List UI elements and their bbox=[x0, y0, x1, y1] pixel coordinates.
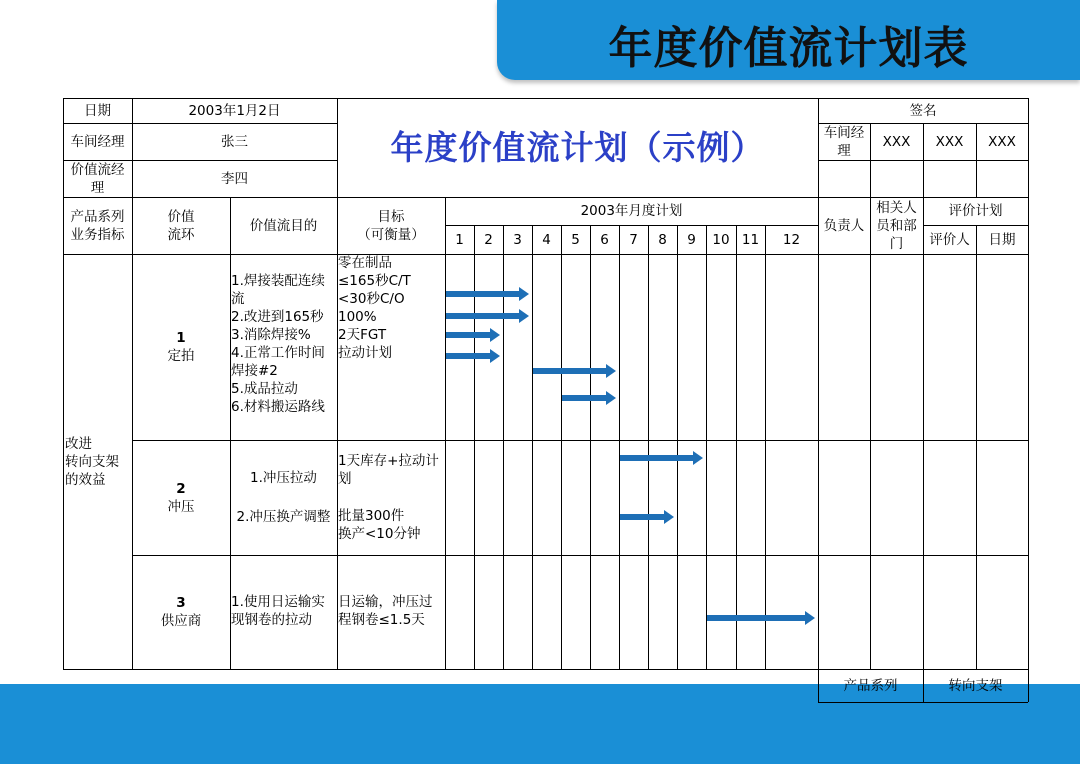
row1-target: 零在制品 ≤165秒C/T <30秒C/O 100% 2天FGT 拉动计划 bbox=[338, 255, 411, 361]
grid-line bbox=[706, 225, 707, 669]
signature-title: 签名 bbox=[909, 102, 937, 119]
grid-line bbox=[619, 225, 620, 669]
gantt-arrow-head bbox=[805, 611, 815, 625]
grid-line bbox=[132, 555, 1028, 556]
month-10: 10 bbox=[712, 231, 730, 248]
month-6: 6 bbox=[600, 231, 609, 248]
col-review-date: 日期 bbox=[988, 231, 1016, 248]
business-metric: 改进 转向支架 的效益 bbox=[65, 435, 119, 488]
loop-cell bbox=[132, 555, 230, 669]
gantt-arrow-head bbox=[519, 309, 529, 323]
gantt-arrow-head bbox=[519, 287, 529, 301]
gantt-arrow-shaft bbox=[620, 514, 665, 520]
footer-series-label: 产品系列 bbox=[843, 677, 898, 694]
col-purpose: 价值流目的 bbox=[249, 217, 318, 234]
grid-line bbox=[1028, 98, 1029, 669]
row2-purpose-1: 1.冲压拉动 bbox=[250, 470, 317, 486]
grid-line bbox=[818, 98, 819, 669]
col-related: 相关人员和部门 bbox=[876, 199, 917, 252]
grid-line bbox=[561, 225, 562, 669]
month-12: 12 bbox=[782, 231, 801, 248]
gantt-arrow bbox=[446, 332, 500, 338]
signature-name-2: XXX bbox=[935, 133, 964, 150]
signature-name-1: XXX bbox=[882, 133, 911, 150]
workshop-manager-label: 车间经理 bbox=[70, 133, 125, 150]
gantt-arrow-head bbox=[490, 328, 500, 342]
loop-cell bbox=[132, 254, 230, 440]
gantt-arrow bbox=[562, 395, 616, 401]
grid-line bbox=[445, 197, 446, 669]
gantt-arrow bbox=[533, 368, 616, 374]
row1-purpose: 1.焊接装配连续流 2.改进到165秒 3.消除焊接% 4.正常工作时间焊接#2 5.成品拉动 6.材料搬运路线 bbox=[231, 273, 325, 415]
gantt-arrow bbox=[446, 313, 529, 319]
grid-line bbox=[532, 225, 533, 669]
row2-purpose-2: 2.冲压换产调整 bbox=[236, 509, 331, 525]
signature-role-label: 车间经理 bbox=[823, 124, 865, 159]
loop-name: 冲压 bbox=[167, 498, 195, 515]
gantt-arrow bbox=[620, 455, 703, 461]
grid-line bbox=[590, 225, 591, 669]
gantt-arrow-head bbox=[664, 510, 674, 524]
gantt-arrow bbox=[446, 353, 500, 359]
gantt-arrow-shaft bbox=[620, 455, 694, 461]
col-owner: 负责人 bbox=[823, 217, 865, 234]
workshop-manager-value: 张三 bbox=[221, 133, 248, 150]
row2-target-1: 1天库存+拉动计划 bbox=[338, 453, 439, 487]
col-reviewer: 评价人 bbox=[929, 231, 970, 248]
gantt-arrow-shaft bbox=[446, 332, 491, 338]
month-11: 11 bbox=[741, 231, 760, 248]
col-review-plan: 评价计划 bbox=[948, 203, 1003, 219]
gantt-arrow bbox=[446, 291, 529, 297]
col-loop: 价值 流环 bbox=[167, 208, 195, 243]
gantt-arrow-shaft bbox=[533, 368, 607, 374]
gantt-arrow-head bbox=[606, 391, 616, 405]
gantt-arrow-shaft bbox=[707, 615, 806, 621]
value-stream-manager-value: 李四 bbox=[221, 170, 248, 187]
month-4: 4 bbox=[542, 231, 551, 248]
col-product-series: 产品系列业务指标 bbox=[70, 208, 125, 243]
loop-name: 供应商 bbox=[160, 613, 202, 629]
gantt-arrow-shaft bbox=[446, 313, 520, 319]
gantt-arrow-shaft bbox=[446, 291, 520, 297]
grid-line bbox=[976, 225, 977, 669]
month-9: 9 bbox=[687, 231, 696, 248]
grid-line bbox=[1028, 669, 1029, 702]
loop-number: 2 bbox=[176, 480, 186, 497]
loop-number: 3 bbox=[176, 595, 186, 611]
grid-line bbox=[765, 225, 766, 669]
col-target: 目标 （可衡量） bbox=[357, 208, 425, 243]
gantt-arrow bbox=[620, 514, 674, 520]
month-2: 2 bbox=[484, 231, 493, 248]
banner-title: 年度价值流计划表 bbox=[608, 23, 969, 74]
month-1: 1 bbox=[455, 231, 464, 248]
grid-line bbox=[337, 98, 818, 99]
row3-purpose: 1.使用日运输实现钢卷的拉动 bbox=[231, 594, 325, 628]
gantt-arrow bbox=[707, 615, 815, 621]
month-5: 5 bbox=[571, 231, 580, 248]
gantt-arrow-head bbox=[490, 349, 500, 363]
grid-line bbox=[677, 225, 678, 669]
value-stream-manager-label: 价值流经理 bbox=[70, 161, 125, 196]
loop-cell bbox=[132, 440, 230, 555]
month-7: 7 bbox=[629, 231, 638, 248]
month-8: 8 bbox=[658, 231, 667, 248]
grid-line bbox=[648, 225, 649, 669]
date-label: 日期 bbox=[84, 102, 111, 119]
gantt-arrow-head bbox=[606, 364, 616, 378]
signature-name-3: XXX bbox=[988, 133, 1016, 150]
footer-series-value: 转向支架 bbox=[948, 677, 1003, 694]
gantt-arrow-shaft bbox=[562, 395, 607, 401]
loop-name: 定拍 bbox=[167, 348, 195, 364]
gantt-arrow-head bbox=[693, 451, 703, 465]
row2-target-2: 批量300件 换产<10分钟 bbox=[338, 508, 421, 542]
grid-line bbox=[736, 225, 737, 669]
plan-title: 年度价值流计划（示例） bbox=[390, 128, 765, 167]
month-3: 3 bbox=[513, 231, 522, 248]
grid-line bbox=[818, 702, 1028, 703]
row3-target: 日运输，冲压过程钢卷≤1.5天 bbox=[338, 594, 433, 628]
col-month-plan: 2003年月度计划 bbox=[580, 203, 683, 219]
gantt-arrow-shaft bbox=[446, 353, 491, 359]
loop-number: 1 bbox=[176, 330, 186, 346]
date-value: 2003年1月2日 bbox=[188, 102, 281, 119]
